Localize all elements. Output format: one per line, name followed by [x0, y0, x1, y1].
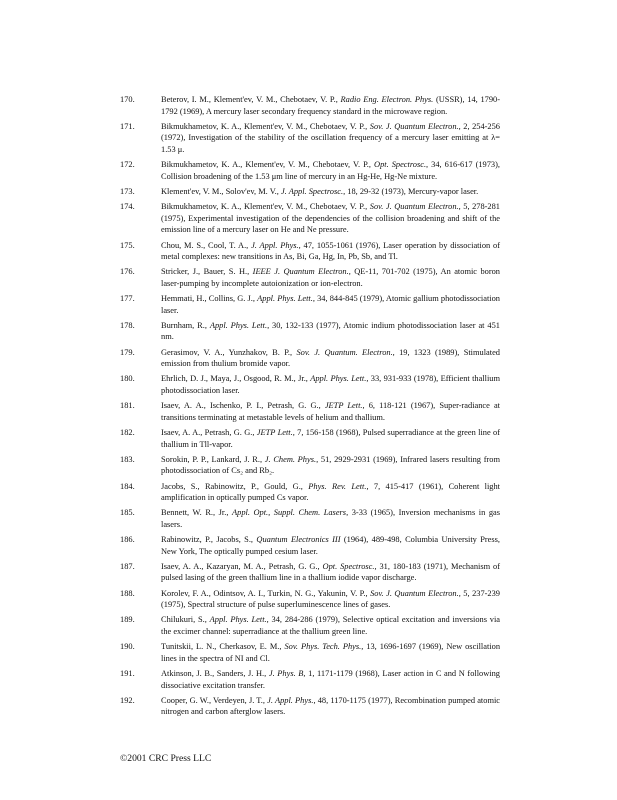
reference-details: , 2, 254-256 (1972), Investigation of the stability of the oscillation frequency of a mercury laser emitting at λ= 1.53 μ. — [161, 121, 500, 154]
reference-authors: Gerasimov, V. A., Yunzhakov, B. P., — [161, 347, 297, 357]
reference-authors: Stricker, J., Bauer, S. H., — [161, 267, 253, 277]
reference-details: , 34, 616-617 (1973), Collision broadening of the 1.53 μm line of mercury in an Hg-He, Hg-Ne mixture. — [161, 160, 501, 181]
reference-details: , 30, 132-133 (1977), Atomic indium photodissociation laser at 451 nm. — [161, 320, 500, 342]
reference-number: 176. — [120, 267, 135, 277]
reference-item — [120, 240, 500, 263]
reference-authors: Beterov, I. M., Klement'ev, V. M., Chebotaev, V. P., — [161, 95, 341, 104]
copyright-footer: ©2001 CRC Press LLC — [120, 753, 212, 764]
reference-details: , 51, 2929-2931 (1969), Infrared lasers resulting from photodissociation of Cs₂ and Rb₂. — [161, 454, 500, 476]
reference-item — [120, 186, 500, 198]
reference-authors: Bikmukhametov, K. A., Klement'ev, V. M., Chebotaev, V. P., — [161, 202, 370, 212]
reference-authors: Bikmukhametov, K. A., Klement'ev, V. M., Chebotaev, V. P., — [161, 121, 370, 131]
reference-authors: Ehrlich, D. J., Maya, J., Osgood, R. M., Jr., — [161, 374, 311, 384]
reference-item — [120, 320, 500, 343]
reference-journal: IEEE J. Quantum Electron. — [252, 267, 349, 277]
reference-item — [120, 159, 500, 182]
reference-item — [120, 400, 500, 423]
reference-journal: J. Appl. Phys. — [267, 695, 314, 705]
reference-authors: Hemmati, H., Collins, G. J., — [161, 294, 258, 304]
reference-journal: Sov. J. Quantum Electron. — [370, 588, 459, 598]
reference-details: , 18, 29-32 (1973), Mercury-vapor laser. — [343, 186, 479, 196]
reference-number: 183. — [120, 454, 135, 464]
reference-authors: Atkinson, J. B., Sanders, J. H., — [161, 669, 269, 678]
reference-item — [120, 347, 500, 370]
reference-details: , 7, 415-417 (1961), Coherent light amplification in optically pumped Cs vapor. — [161, 481, 500, 503]
reference-number: 187. — [120, 561, 135, 571]
reference-number: 180. — [120, 374, 135, 384]
reference-authors: Klement'ev, V. M., Solov'ev, M. V., — [161, 186, 281, 196]
reference-details: , 19, 1323 (1989), Stimulated emission from thulium bromide vapor. — [161, 347, 500, 369]
reference-number: 182. — [120, 427, 135, 437]
reference-item — [120, 507, 500, 530]
reference-journal: Appl. Opt., Suppl. Chem. Lasers — [232, 508, 347, 518]
reference-authors: Chou, M. S., Cool, T. A., — [161, 240, 252, 250]
reference-item — [120, 668, 500, 691]
reference-item — [120, 266, 500, 289]
reference-item — [120, 94, 500, 117]
reference-item — [120, 121, 500, 156]
reference-details: , 34, 284-286 (1979), Selective optical excitation and inversions via the excimer channel: superradiance at the thallium green line. — [161, 615, 500, 637]
reference-journal: JETP Lett. — [256, 427, 293, 437]
reference-number: 186. — [120, 535, 135, 545]
reference-authors: Isaev, A. A., Kazaryan, M. A., Petrash, G. G., — [161, 561, 323, 571]
reference-number: 170. — [120, 95, 135, 104]
reference-journal: Appl. Phys. Lett. — [209, 615, 267, 625]
reference-journal: Sov. J. Quantum. Electron. — [296, 347, 393, 357]
reference-item — [120, 293, 500, 316]
reference-journal: Sov. J. Quantum Electron. — [369, 202, 459, 212]
reference-authors: Sorokin, P. P., Lankard, J. R., — [161, 454, 265, 464]
reference-journal: Opt. Spectrosc. — [322, 561, 375, 571]
reference-details: , 31, 180-183 (1971), Mechanism of pulsed lasing of the green thallium line in a thallium iodide vapor discharge. — [161, 561, 501, 583]
reference-details: , QE-11, 701-702 (1975), An atomic boron laser-pumping by incomplete autoionization or ion-electron. — [161, 267, 500, 288]
reference-journal: Appl. Phys. Lett. — [310, 374, 367, 384]
reference-number: 171. — [120, 121, 135, 131]
reference-number: 179. — [120, 347, 135, 357]
reference-details: , 1, 1171-1179 (1968), Laser action in C and N following dissociative excitation transfer. — [161, 669, 500, 690]
reference-journal: J. Appl. Spectrosc. — [280, 186, 344, 196]
reference-number: 188. — [120, 588, 135, 598]
reference-item — [120, 427, 500, 450]
reference-authors: Cooper, G. W., Verdeyen, J. T., — [161, 695, 268, 705]
reference-authors: Bennett, W. R., Jr., — [161, 508, 233, 518]
reference-authors: Tunitskii, L. N., Cherkasov, E. M., — [161, 642, 285, 652]
reference-authors: Chilukuri, S., — [161, 615, 210, 625]
reference-authors: Burnham, R., — [161, 320, 210, 330]
reference-journal: Radio Eng. Electron. Phys. — [340, 95, 434, 104]
reference-details: , 47, 1055-1061 (1976), Laser operation by dissociation of metal complexes: new transitions in As, Bi, Ga, Hg, In, Pb, Sb, and Tl. — [161, 240, 500, 262]
reference-journal: J. Appl. Phys. — [251, 240, 299, 250]
reference-authors: Rabinowitz, P., Jacobs, S., — [161, 535, 257, 545]
reference-number: 184. — [120, 481, 135, 491]
reference-number: 192. — [120, 695, 135, 705]
reference-journal: Sov. Phys. Tech. Phys. — [284, 642, 362, 652]
reference-item — [120, 454, 500, 477]
reference-authors: Korolev, F. A., Odintsov, A. I., Turkin, N. G., Yakunin, V. P., — [161, 588, 371, 598]
reference-details: (USSR), 14, 1790-1792 (1969), A mercury laser secondary frequency standard in the microwave region. — [161, 95, 500, 116]
reference-number: 172. — [120, 160, 135, 170]
reference-number: 178. — [120, 320, 135, 330]
reference-journal: J. Phys. B — [268, 669, 304, 678]
reference-journal: Phys. Rev. Lett. — [308, 481, 367, 491]
reference-item — [120, 641, 500, 664]
reference-details: , 7, 156-158 (1968), Pulsed superradiance at the green line of thallium in Tll-vapor. — [161, 427, 501, 449]
reference-journal: J. Chem. Phys. — [264, 454, 317, 464]
reference-number: 175. — [120, 240, 135, 250]
reference-item — [120, 614, 500, 637]
reference-number: 177. — [120, 294, 135, 304]
reference-details: , 48, 1170-1175 (1977), Recombination pumped atomic nitrogen and carbon afterglow lasers. — [161, 695, 501, 717]
reference-authors: Isaev, A. A., Petrash, G. G., — [161, 427, 257, 437]
reference-item — [120, 561, 500, 584]
reference-item — [120, 695, 500, 718]
reference-details: , 5, 237-239 (1975), Spectral structure of pulse superluminescence lines of gases. — [161, 588, 500, 610]
reference-authors: Isaev, A. A., Ischenko, P. I., Petrash, G. G., — [161, 401, 325, 411]
reference-number: 181. — [120, 401, 135, 411]
reference-authors: Bikmukhametov, K. A., Klement'ev, V. M., Chebotaev, V. P., — [161, 160, 375, 170]
reference-journal: Sov. J. Quantum Electron. — [369, 121, 459, 131]
reference-number: 190. — [120, 642, 135, 652]
reference-journal: Appl. Phys. Lett. — [209, 320, 268, 330]
reference-number: 173. — [120, 186, 135, 196]
reference-item — [120, 534, 500, 557]
reference-journal: Quantum Electronics III — [256, 535, 341, 545]
reference-journal: Appl. Phys. Lett. — [257, 294, 313, 304]
reference-list — [120, 94, 500, 722]
reference-item — [120, 373, 500, 396]
reference-number: 174. — [120, 202, 135, 212]
reference-number: 191. — [120, 669, 135, 678]
reference-details: , 34, 844-845 (1979), Atomic gallium photodissociation laser. — [161, 294, 500, 315]
reference-number: 185. — [120, 508, 135, 518]
reference-item — [120, 588, 500, 611]
reference-details: , 33, 931-933 (1978), Efficient thallium photodissociation laser. — [161, 374, 500, 395]
reference-number: 189. — [120, 615, 135, 625]
reference-details: , 6, 118-121 (1967), Super-radiance at transitions terminating at metastable levels of helium and thallium. — [161, 401, 501, 422]
reference-details: (1964), 489-498, Columbia University Press, New York, The optically pumped cesium laser. — [161, 535, 500, 556]
reference-details: , 13, 1696-1697 (1969), New oscillation lines in the spectra of NI and Cl. — [161, 642, 501, 663]
reference-journal: Opt. Spectrosc. — [374, 160, 427, 170]
reference-details: , 5, 278-281 (1975), Experimental investigation of the dependencies of the collision broadening and shift of the emission line of a mercury laser on He and Ne pressure. — [161, 202, 500, 235]
reference-journal: JETP Lett. — [324, 401, 363, 411]
reference-authors: Jacobs, S., Rabinowitz, P., Gould, G., — [161, 481, 309, 491]
reference-item — [120, 481, 500, 504]
reference-item — [120, 201, 500, 236]
reference-details: , 3-33 (1965), Inversion mechanisms in gas lasers. — [161, 508, 500, 529]
